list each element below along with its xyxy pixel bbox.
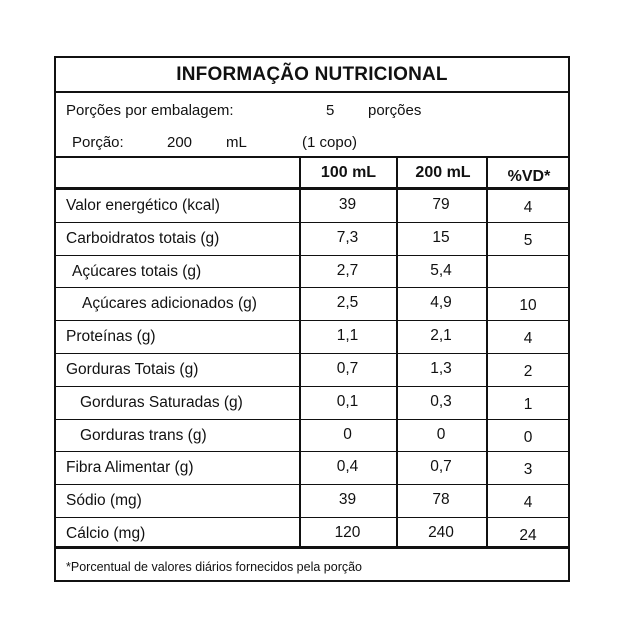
portion-note: (1 copo) [302,134,358,151]
value-vd: 3 [523,461,533,479]
table-row [56,452,568,485]
value-200ml: 78 [432,491,450,509]
portion-label: Porção: [72,134,124,151]
table-row [56,190,568,223]
portion-value: 200 [167,134,193,151]
value-200ml: 240 [428,524,454,541]
header-vd: %VD* [507,168,551,185]
table-row [56,354,568,387]
nutrient-label: Fibra Alimentar (g) [66,459,194,477]
value-100ml: 1,1 [336,327,359,345]
value-vd: 0 [523,428,533,446]
value-vd: 4 [523,330,533,348]
nutrient-label: Cálcio (mg) [66,525,146,542]
table-row [56,256,568,289]
header-100ml: 100 mL [320,164,377,181]
value-vd: 1 [523,395,533,413]
table-bottom-rule [56,546,568,549]
value-100ml: 0 [343,425,352,443]
nutrient-label: Carboidratos totais (g) [66,229,220,247]
nutrition-facts-panel [54,56,570,582]
portion-unit: mL [226,134,247,151]
nutrient-label: Açúcares adicionados (g) [82,295,257,313]
table-row [56,485,568,518]
value-vd: 5 [523,231,533,249]
nutrient-label: Valor energético (kcal) [66,197,220,214]
value-vd: 24 [519,527,537,544]
value-100ml: 2,5 [336,294,359,312]
servings-unit: porções [368,102,422,119]
value-100ml: 39 [338,491,357,509]
panel-title: INFORMAÇÃO NUTRICIONAL [176,64,448,85]
value-vd: 4 [523,494,533,512]
value-200ml: 5,4 [430,261,452,279]
value-100ml: 2,7 [336,261,359,279]
value-vd: 10 [519,297,537,315]
value-200ml: 1,3 [430,360,452,377]
value-vd: 2 [523,363,533,380]
table-row [56,223,568,256]
value-100ml: 120 [334,524,361,541]
value-100ml: 0,4 [336,458,359,476]
title-divider [56,91,568,93]
table-row [56,321,568,354]
nutrient-label: Sódio (mg) [66,492,142,510]
value-200ml: 0,7 [430,458,452,476]
value-100ml: 39 [338,196,357,213]
servings-label: Porções por embalagem: [66,102,234,119]
value-100ml: 7,3 [336,228,359,246]
value-200ml: 4,9 [430,294,452,312]
value-200ml: 0 [436,425,446,443]
nutrient-label: Proteínas (g) [66,328,156,346]
nutrient-label: Açúcares totais (g) [72,262,202,280]
value-200ml: 2,1 [430,327,452,345]
value-200ml: 79 [432,196,450,213]
table-row [56,288,568,321]
nutrient-label: Gorduras Saturadas (g) [80,393,243,411]
value-vd: 4 [523,199,533,216]
footnote: *Porcentual de valores diários fornecidos pela porção [66,560,363,574]
table-row [56,387,568,420]
value-200ml: 15 [432,228,450,246]
value-200ml: 0,3 [430,392,452,410]
nutrient-label: Gorduras trans (g) [80,426,207,444]
value-100ml: 0,1 [336,392,359,410]
nutrient-label: Gorduras Totais (g) [66,361,199,378]
header-200ml: 200 mL [415,164,471,181]
table-row [56,420,568,453]
header-top-divider [56,156,568,158]
servings-value: 5 [326,102,335,119]
value-100ml: 0,7 [336,360,359,377]
